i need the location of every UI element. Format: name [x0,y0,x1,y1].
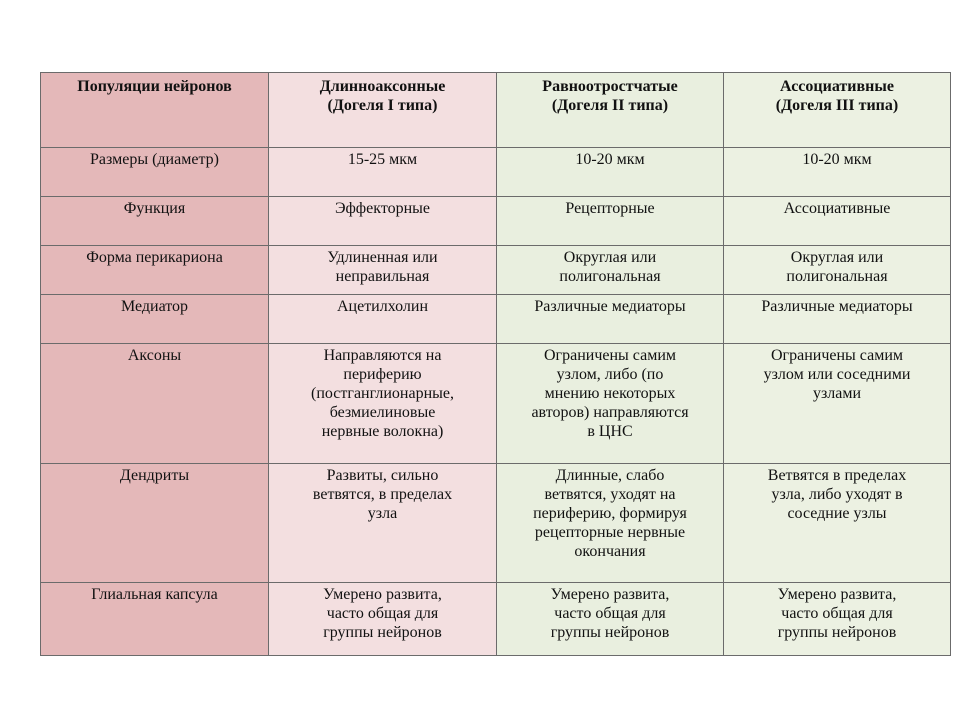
table-cell [269,246,497,295]
cell-line: узлом или соседними [763,366,911,383]
cell-line: 15-25 мкм [347,151,418,168]
row-label-cell [41,344,269,464]
table-cell [497,148,724,197]
cell-line: Размеры (диаметр) [90,151,219,168]
cell-line: Развиты, сильно [326,467,439,484]
table-cell [724,344,951,464]
row-label-cell [41,464,269,583]
row-label-cell [41,197,269,246]
cell-line: ветвятся, в пределах [312,486,453,503]
cell-line: Форма перикариона [86,249,223,266]
cell-line: (постганглионарные, [311,385,454,402]
cell-line: Функция [123,200,186,217]
cell-line: узлами [812,385,862,402]
table-cell [497,295,724,344]
header-line: (Догеля II типа) [551,97,669,114]
table-cell [724,197,951,246]
cell-line: периферию, формируя [533,505,687,522]
cell-line: ветвятся, уходят на [544,486,676,503]
cell-line: Умерено развита, [550,586,670,603]
cell-line: Округлая или [790,249,884,266]
table-row [41,464,951,583]
table-header-row [41,73,951,148]
cell-line: Различные медиаторы [761,298,913,315]
row-label-cell [41,148,269,197]
cell-line: Округлая или [563,249,657,266]
cell-line: Длинные, слабо [555,467,665,484]
cell-line: узла [367,505,398,522]
cell-line: Эффекторные [334,200,431,217]
table-cell [724,246,951,295]
cell-line: группы нейронов [550,624,670,641]
table-row [41,197,951,246]
table-cell [497,197,724,246]
cell-line: нервные волокна) [321,423,444,440]
table-cell [497,246,724,295]
row-label-cell [41,295,269,344]
table-row [41,583,951,656]
table-cell [269,464,497,583]
header-line: Длинноаксонные [319,78,446,95]
cell-line: Медиатор [120,298,189,315]
cell-line: Ограничены самим [543,347,676,364]
cell-line: Ассоциативные [783,200,891,217]
cell-line: безмиелиновые [329,404,436,421]
cell-line: рецепторные нервные [534,524,686,541]
cell-line: часто общая для [326,605,439,622]
row-label-cell [41,583,269,656]
table-cell [269,197,497,246]
cell-line: Глиальная капсула [91,586,218,603]
cell-line: узла, либо уходят в [771,486,903,503]
header-cell-dogiel-type-3 [724,73,951,148]
cell-line: полигональная [786,268,888,285]
neuron-populations-table [40,72,951,656]
table-cell [497,583,724,656]
table-cell [724,295,951,344]
header-line: Ассоциативные [780,78,894,95]
table-cell [497,344,724,464]
table-cell [269,344,497,464]
table-row [41,344,951,464]
cell-line: 10-20 мкм [802,151,872,168]
header-line: Равноотростчатые [542,78,678,95]
cell-line: узлом, либо (по [556,366,664,383]
table-cell [269,583,497,656]
cell-line: Ацетилхолин [336,298,429,315]
table-row [41,295,951,344]
cell-line: Различные медиаторы [534,298,686,315]
cell-line: авторов) направляются [531,404,689,421]
cell-line: часто общая для [781,605,893,622]
table-cell [724,148,951,197]
table-cell [724,583,951,656]
header-line: (Догеля I типа) [327,97,438,114]
cell-line: соседние узлы [787,505,887,522]
header-line: (Догеля III типа) [775,97,899,114]
table-row [41,148,951,197]
table-cell [269,148,497,197]
cell-line: окончания [574,543,646,560]
cell-line: Ограничены самим [770,347,903,364]
cell-line: Умерено развита, [777,586,897,603]
cell-line: 10-20 мкм [575,151,645,168]
cell-line: группы нейронов [323,624,442,641]
cell-line: Рецепторные [565,200,655,217]
cell-line: группы нейронов [777,624,897,641]
header-cell-dogiel-type-2 [497,73,724,148]
cell-line: Дендриты [119,467,190,484]
cell-line: Умерено развита, [323,586,442,603]
row-label-cell [41,246,269,295]
cell-line: Аксоны [127,347,182,364]
cell-line: Удлиненная или [327,249,438,266]
cell-line: часто общая для [554,605,666,622]
table-cell [497,464,724,583]
cell-line: неправильная [335,268,430,285]
cell-line: Ветвятся в пределах [767,467,907,484]
table-cell [269,295,497,344]
cell-line: мнению некоторых [544,385,676,402]
cell-line: периферию [343,366,422,383]
cell-line: полигональная [559,268,661,285]
table-cell [724,464,951,583]
cell-line: Направляются на [323,347,442,364]
cell-line: в ЦНС [587,423,633,440]
header-line: Популяции нейронов [77,78,232,95]
table-row [41,246,951,295]
header-cell-dogiel-type-1 [269,73,497,148]
header-cell-populations [41,73,269,148]
